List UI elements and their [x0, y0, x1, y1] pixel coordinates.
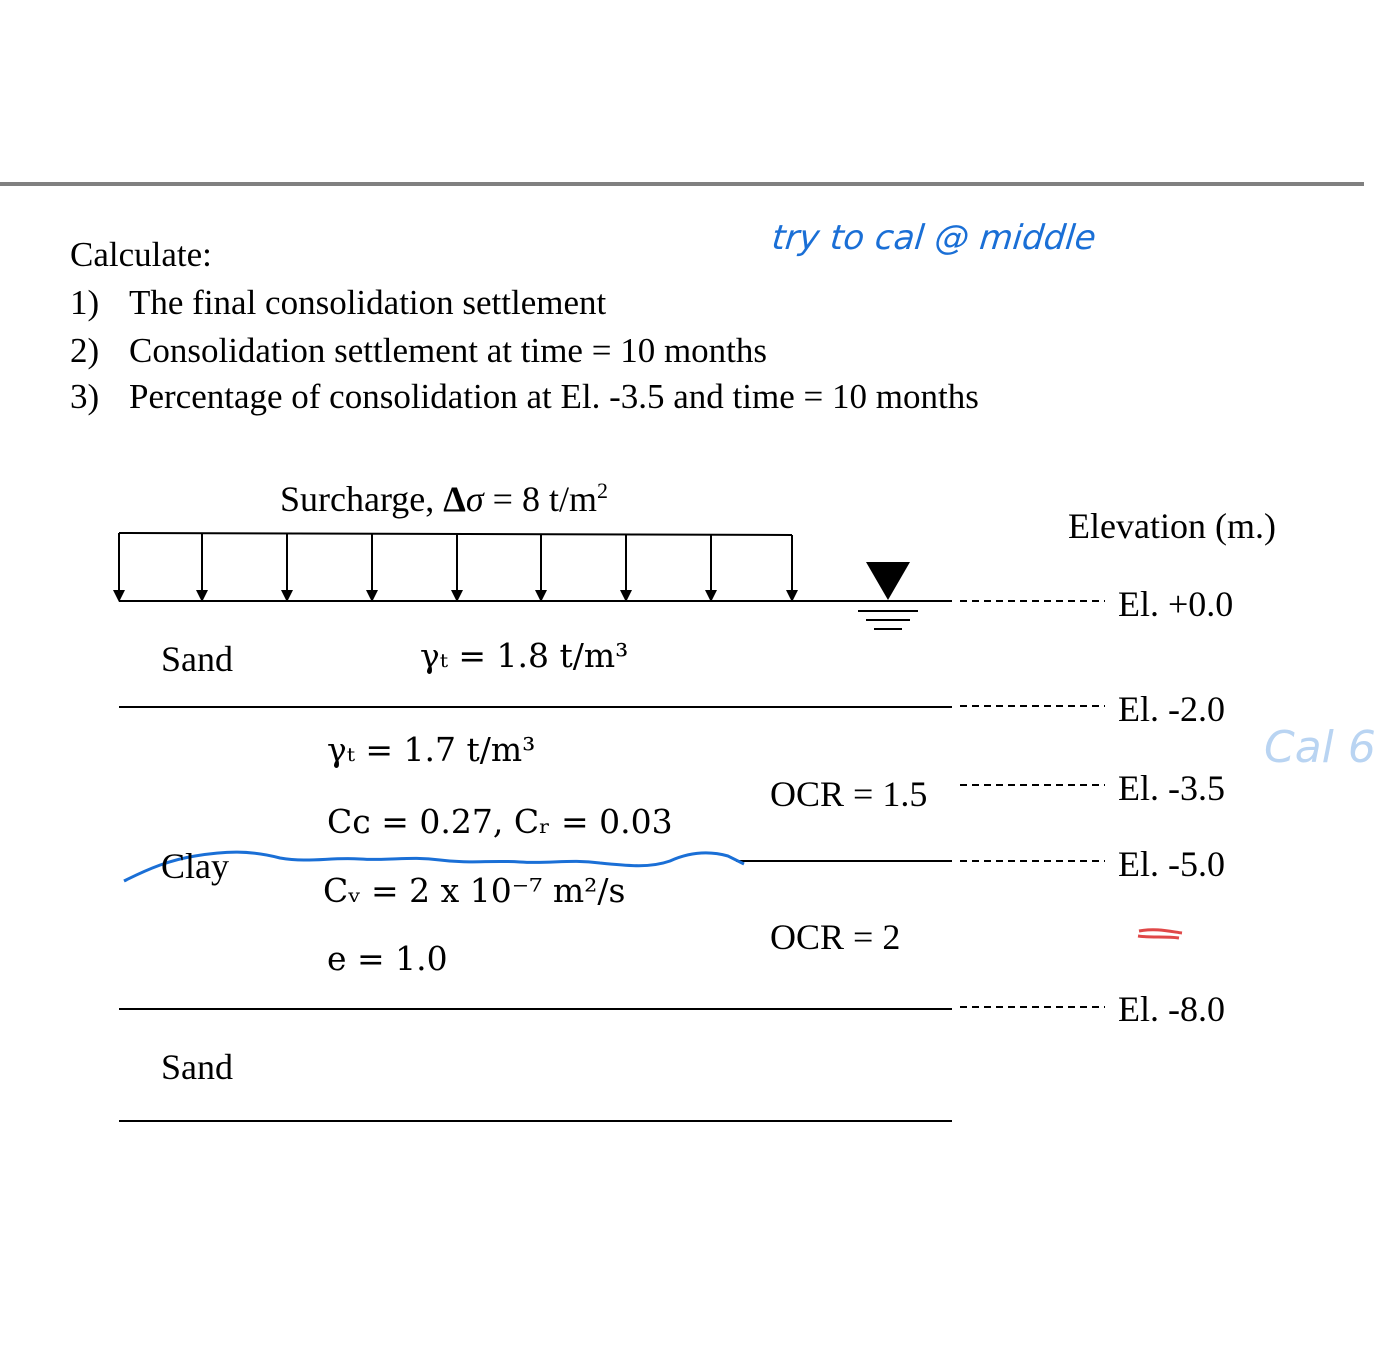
ocr-lower-label: OCR = 2 — [770, 917, 901, 957]
surcharge-value: = 8 t/m — [483, 479, 597, 519]
handwritten-red-mark — [1138, 930, 1182, 938]
clay-void-ratio: e = 1.0 — [327, 939, 448, 978]
surcharge-prefix: Surcharge, — [280, 479, 444, 519]
question-title: Calculate: — [70, 235, 212, 274]
surcharge-delta: Δ — [443, 479, 466, 519]
question-item-text: The final consolidation settlement — [129, 283, 607, 322]
ocr-upper-label: OCR = 1.5 — [770, 774, 928, 814]
surcharge-label — [280, 478, 608, 520]
elevation-header: Elevation (m.) — [1068, 506, 1276, 546]
surcharge-sigma: σ — [465, 479, 484, 519]
surcharge-exponent: 2 — [596, 478, 608, 503]
surcharge-arrows — [113, 533, 798, 602]
elevation-label: El. -5.0 — [1118, 844, 1225, 884]
clay-unit-weight: γₜ = 1.7 t/m³ — [327, 730, 536, 769]
question-item-number: 1) — [70, 283, 100, 322]
question-item-number: 3) — [70, 377, 100, 416]
question-item-text: Consolidation settlement at time = 10 months — [129, 331, 768, 370]
elevation-label: El. +0.0 — [1118, 584, 1234, 624]
elevation-label: El. -3.5 — [1118, 768, 1225, 808]
elevation-leaders — [960, 601, 1105, 1007]
layer-name-clay: Clay — [161, 846, 229, 886]
elevation-label: El. -8.0 — [1118, 989, 1225, 1029]
layer-name-sand-bottom: Sand — [161, 1047, 233, 1087]
sand-unit-weight: γₜ = 1.8 t/m³ — [420, 636, 629, 675]
clay-consolidation-coefficient: Cᵥ = 2 x 10⁻⁷ m²/s — [323, 871, 626, 910]
surcharge-top-line — [119, 533, 792, 535]
surcharge-load — [113, 533, 798, 602]
water-table-symbol — [858, 562, 918, 629]
handwritten-side-note: Cal 6 — [1264, 722, 1376, 773]
question-item-text: Percentage of consolidation at El. -3.5 and time = 10 months — [129, 377, 979, 416]
handwritten-note: try to cal @ middle — [769, 218, 1098, 258]
clay-compression-indices: Cᴄ = 0.27, Cᵣ = 0.03 — [327, 802, 673, 841]
elevation-label: El. -2.0 — [1118, 689, 1225, 729]
layer-name-sand-top: Sand — [161, 639, 233, 679]
water-table-triangle — [866, 562, 910, 600]
question-item-number: 2) — [70, 331, 100, 370]
